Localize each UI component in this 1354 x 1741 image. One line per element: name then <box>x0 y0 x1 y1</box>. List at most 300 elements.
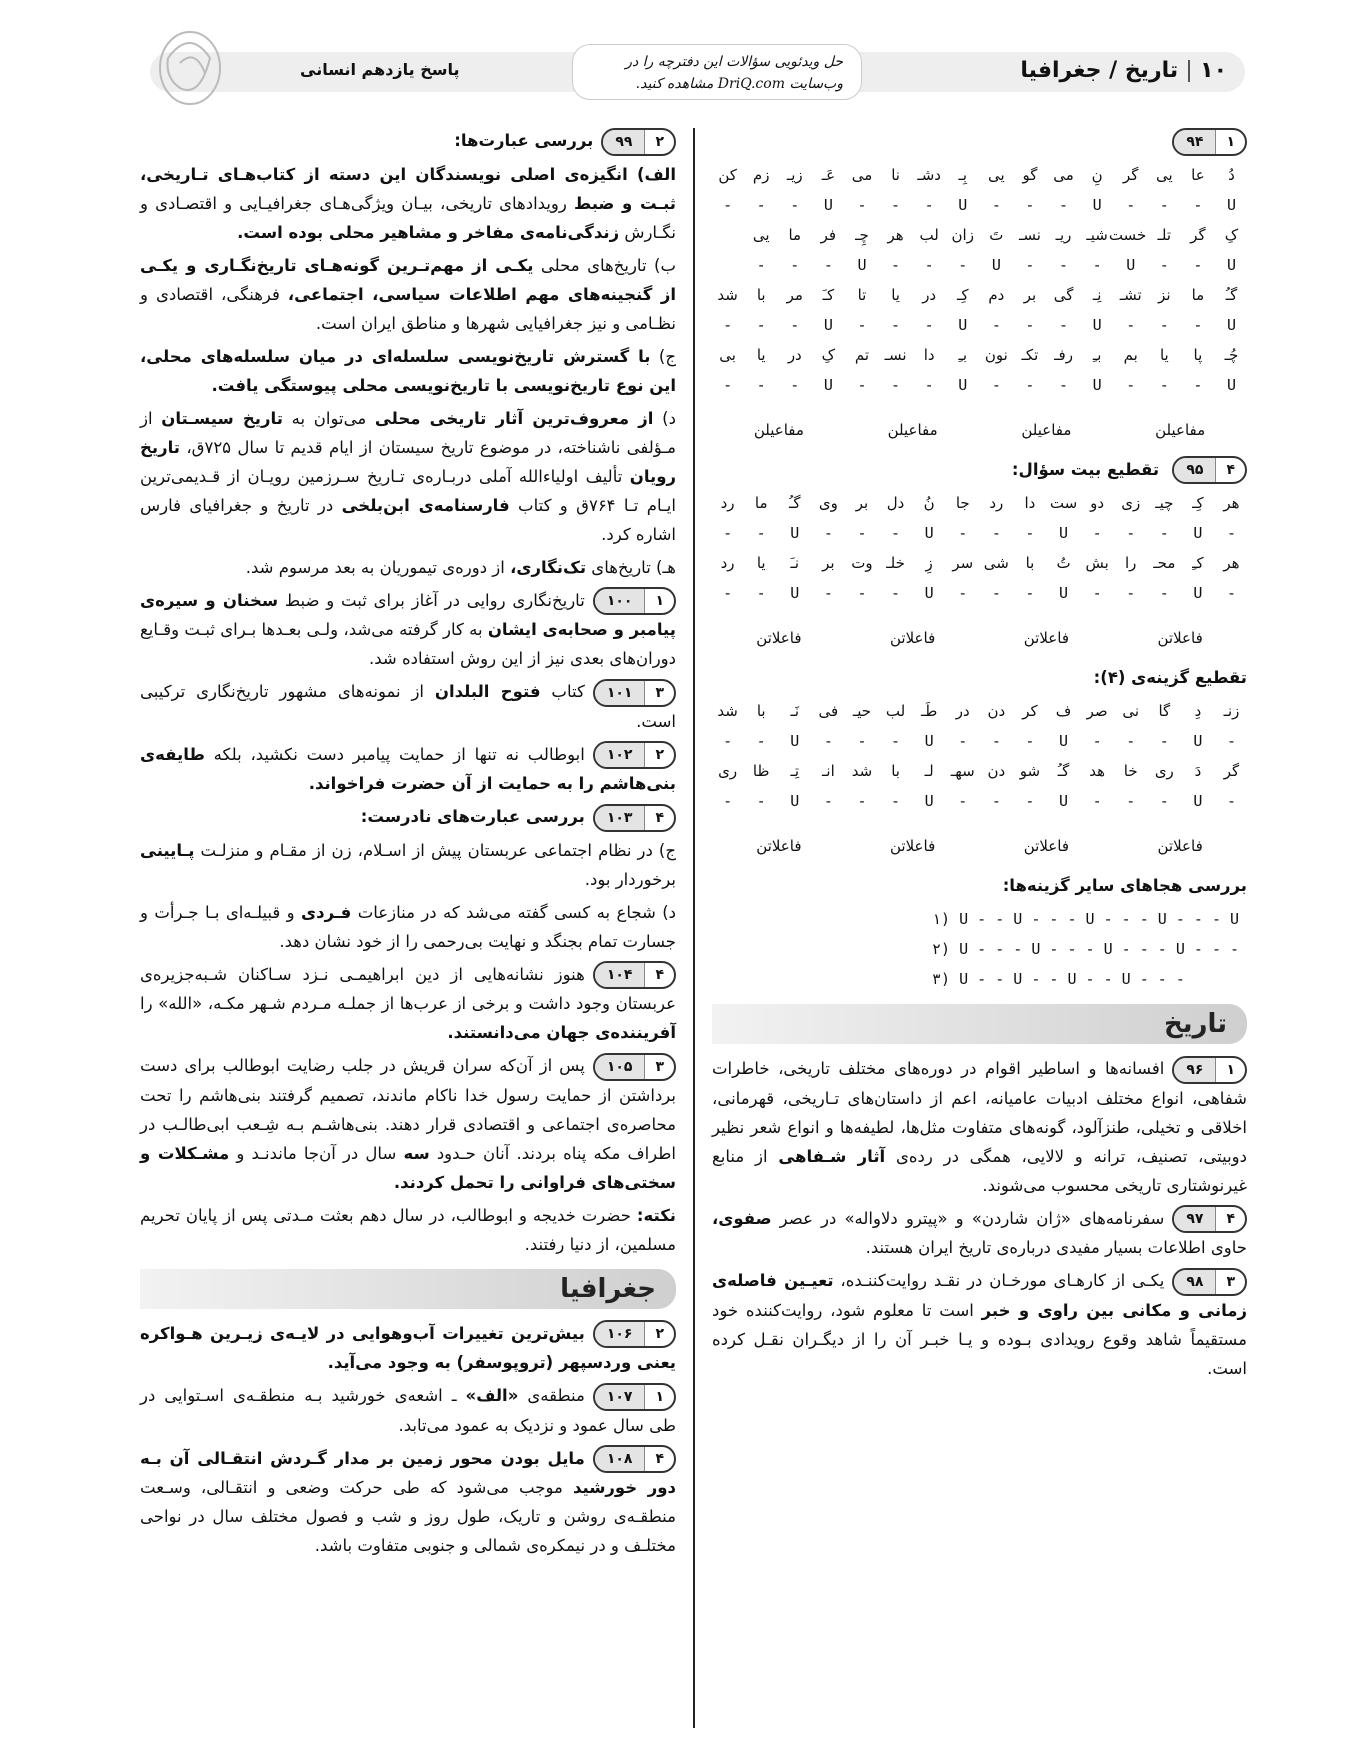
syllable: بِـ <box>958 165 968 184</box>
syllable: گر <box>1123 165 1139 184</box>
syllable: گـُ <box>789 494 801 512</box>
syllable: سهـ <box>950 762 975 780</box>
q101-text: کتاب <box>540 682 585 701</box>
syllable: تم <box>854 345 870 364</box>
meter-mark: - <box>1159 792 1169 810</box>
q100-bold: سخنان و سیره‌ی پیامبر و صحابه‌ی ایشان <box>140 590 676 639</box>
meter-mark: U <box>1193 584 1203 602</box>
q99-item-a <box>140 160 676 247</box>
syllable: می <box>851 165 873 184</box>
q96-badge <box>1172 1056 1247 1084</box>
q103-c-text: ج) در نظام اجتماعی عربستان پیش از اسـلام، زن از مقـام و منزلـت <box>194 840 676 860</box>
meter-mark: U <box>924 524 934 542</box>
syllable: یی <box>1155 165 1173 184</box>
meter-mark: - <box>891 732 901 750</box>
meter-mark: - <box>1025 195 1035 214</box>
q99-d-bold-1: از معروف‌ترین آثار تاریخی محلی <box>374 408 654 428</box>
q94-answer: ۱ <box>1226 133 1235 150</box>
syllable: یی <box>988 165 1005 184</box>
q103-badge <box>593 804 676 832</box>
q99-d-text-3: از مـؤلفی ناشناخته، در موضوع تاریخ سیستان از ایام قدیم تا سال ۷۲۵ق، <box>140 408 676 457</box>
q103-item-d <box>140 898 676 956</box>
syllable-row <box>712 548 1247 578</box>
publisher-logo-icon <box>150 28 230 108</box>
q107-number: ۱۰۷ <box>595 1385 646 1409</box>
meter-mark: - <box>1059 195 1069 214</box>
q99-badge <box>601 128 676 156</box>
meter-mark: U <box>991 255 1001 274</box>
meter-foot-label: مفاعیلن <box>887 420 938 439</box>
q99-number: ۹۹ <box>603 130 645 154</box>
meter-mark: - <box>823 255 833 274</box>
syllable: دن <box>987 702 1006 720</box>
q95-scansion-grid <box>712 488 1247 608</box>
meter-foot-label: فاعلاتن <box>756 629 802 647</box>
q108-badge <box>593 1445 676 1473</box>
q105 <box>140 1051 676 1197</box>
syllable: را <box>1125 554 1137 572</box>
meter-mark-row <box>712 786 1247 816</box>
q94-feet <box>712 406 1247 455</box>
syllable-row <box>712 340 1247 370</box>
meter-mark: - <box>958 792 968 810</box>
q95-number: ۹۵ <box>1174 458 1216 482</box>
meter-mark: U <box>1092 195 1102 214</box>
meter-mark: - <box>857 315 867 334</box>
q94-header <box>712 126 1247 156</box>
q105-number: ۱۰۵ <box>595 1055 646 1079</box>
syllable: ظا <box>752 762 770 780</box>
meter-mark: U <box>1059 732 1069 750</box>
section-geography-heading: جغرافیا <box>140 1269 676 1309</box>
q99-d-label: د) <box>653 408 676 428</box>
meter-mark: - <box>857 792 867 810</box>
meter-mark: U <box>958 375 968 394</box>
meter-mark: - <box>991 732 1001 750</box>
q99-d-text-4: تألیف اولیاءالله آملی دربـاره‌ی تـاریخ سـرزمین رویـان از قـدیمی‌ترین ایـام تـا ۷۶۴ق و کتاب <box>140 466 676 515</box>
meter-mark: - <box>958 255 968 274</box>
syllable: گـُ <box>1057 762 1070 780</box>
meter-mark: - <box>857 195 867 214</box>
meter-mark: U <box>958 195 968 214</box>
q104-bold: آفریننده‌ی جهان می‌دانستند. <box>447 1023 676 1042</box>
syllable: دِ <box>1194 702 1202 720</box>
meter-mark: - <box>1159 375 1169 394</box>
q105-text: پس از آن‌که سران قریش در جلب رضایت ابوطالب برای دست برداشتن از حمایت رسول خدا ناکام ماندند، تصمیم گرفتند بنی‌هاشم را تحت محاصره‌ی اجتماعی و اقتصادی قرار دهند. بنی‌هاشـم بـه شِـعب ابی‌طالـب در اطراف مکه پناه بردند. آنان حـدود <box>140 1056 676 1163</box>
q97-key: صفوی، <box>712 1208 772 1228</box>
syllable: ما <box>754 494 768 512</box>
meter-mark: - <box>1193 255 1203 274</box>
syllable: هر <box>1223 494 1240 512</box>
syllable: عَـ <box>821 165 836 184</box>
syllable: زِ <box>925 554 933 572</box>
syllable: لـ <box>924 762 934 780</box>
meter-foot-label: فاعلاتن <box>1157 629 1203 647</box>
syllable: یا <box>756 345 766 364</box>
q105-bold-2: مشـکلات و سختی‌های فراوانی را تحمل کردند. <box>140 1143 676 1192</box>
syllable: یا <box>891 285 900 304</box>
column-divider <box>693 128 695 1728</box>
syllable: گر <box>1190 225 1206 244</box>
syllable: بش <box>1085 554 1109 572</box>
meter-mark: - <box>958 584 968 602</box>
syllable: نز <box>1158 285 1171 304</box>
syllable: طَـ <box>920 702 938 720</box>
q102-answer: ۲ <box>655 747 664 763</box>
meter-mark: - <box>1025 732 1035 750</box>
syllable: عا <box>1191 165 1205 184</box>
q105-badge <box>593 1053 676 1081</box>
meter-mark: - <box>1159 584 1169 602</box>
q101 <box>140 677 676 736</box>
syllable: گر <box>1223 762 1240 780</box>
syllable: تا <box>857 285 867 304</box>
q105-answer: ۳ <box>655 1058 664 1075</box>
meter-mark-row <box>712 518 1247 548</box>
meter-mark: - <box>1092 732 1102 750</box>
meter-mark: U <box>1126 255 1136 274</box>
q104 <box>140 960 676 1048</box>
syllable <box>712 220 743 250</box>
syllable: نسـ <box>1018 225 1041 244</box>
syllable: ست <box>1049 494 1078 512</box>
note-text: حضرت خدیجه و ابوطالب، در سال دهم بعثت مـدتی پس از پایان تحریم مسلمین، از دنیا رفتند. <box>140 1205 676 1254</box>
meter-mark: U <box>790 584 800 602</box>
syllable-row <box>712 280 1247 310</box>
syllable: بـِ <box>958 345 968 364</box>
meter-mark: U <box>958 315 968 334</box>
syllable: چِـ <box>855 225 869 244</box>
q104-text: هنوز نشانه‌هایی از دین ابراهیمـی نـزد سـاکنان شـبه‌جزیره‌ی عربستان وجود داشت و برخی از عرب‌ها از جملـه مـردم شـهر مکـه، «الله» را <box>140 964 676 1013</box>
q103-c-text-2: برخوردار بود. <box>584 869 676 889</box>
syllable: بر <box>1023 285 1037 304</box>
syllable: تکـ <box>1021 345 1039 364</box>
meter-mark: - <box>1159 524 1169 542</box>
meter-mark: - <box>1226 524 1237 542</box>
syllable: بم <box>1123 345 1138 364</box>
syllable: هر <box>887 225 904 244</box>
syllable: زیـ <box>786 165 803 184</box>
meter-mark: U <box>924 732 934 750</box>
q95-badge <box>1172 456 1247 484</box>
meter-foot-label: فاعلاتن <box>890 837 936 855</box>
q103-d-text-2: و قبیلـه‌ای بـا جـرأت و جسارت تمام بجنگد و نهایت بی‌رحمی را از خود نشان دهد. <box>140 902 676 951</box>
syllable: صر <box>1086 702 1108 720</box>
q98-text: یکـی از کارهـای مورخـان در نقـد روایت‌کننـده، <box>833 1271 1165 1290</box>
q94-scansion-grid <box>712 160 1247 400</box>
q108-text: موجب می‌شود که طی حرکت وضعی و انتقـالی، وسـعت منطقـه‌ی روشن و تاریک، طول روز و شب و فصول مختلف سال در نواحی مختلـف و در نیمکره‌ی شمالی و جنوبی متفاوت باشد. <box>140 1478 676 1555</box>
syllable: کر <box>1022 702 1038 720</box>
syllable: می <box>1053 165 1074 184</box>
meter-foot-label: مفاعیلن <box>1155 420 1206 439</box>
syllable: تِـ <box>790 762 800 780</box>
meter-mark: - <box>1025 375 1035 394</box>
other-options-title: بررسی هجاهای سایر گزینه‌ها: <box>1002 876 1247 895</box>
meter-mark: - <box>823 584 833 602</box>
q100-text: تاریخ‌نگاری روایی در آغاز برای ثبت و ضبط <box>278 590 585 610</box>
q96-answer: ۱ <box>1226 1061 1235 1078</box>
meter-mark: - <box>1025 524 1035 542</box>
meter-mark: - <box>1126 195 1136 214</box>
syllable: هر <box>1223 554 1240 572</box>
meter-mark: - <box>723 732 733 750</box>
syllable: بـِ <box>1092 345 1102 364</box>
q103-d-text: د) شجاع به کسی گفته می‌شد که در منازعات <box>351 902 676 922</box>
syllable: حیـ <box>852 702 872 720</box>
meter-mark: U <box>1193 524 1203 542</box>
q99-answer: ۲ <box>655 133 664 150</box>
syllable: رد <box>720 554 735 572</box>
q96-key: آثار شـفاهی <box>778 1146 886 1166</box>
syllable: کِـ <box>1192 494 1204 512</box>
syllable: وت <box>851 554 873 572</box>
q97-answer: ۴ <box>1226 1211 1235 1227</box>
syllable: نِـ <box>1092 285 1102 304</box>
q99-item-c <box>140 342 676 400</box>
syllable: یا <box>1159 345 1169 364</box>
syllable: رد <box>989 494 1004 512</box>
meter-mark: U <box>823 195 833 214</box>
meter-mark: U <box>924 584 934 602</box>
page-title <box>1020 58 1227 83</box>
q100-number: ۱۰۰ <box>595 589 646 613</box>
q95-title: تقطیع بیت سؤال: <box>1011 459 1160 479</box>
syllable: دُ <box>1228 165 1235 184</box>
meter-mark: - <box>891 315 901 334</box>
q98-number: ۹۸ <box>1174 1270 1216 1294</box>
q99-item-h <box>140 553 676 582</box>
meter-mark: - <box>991 375 1001 394</box>
syllable: دشـ <box>917 165 941 184</box>
q99-c-bold: با گسترش تاریخ‌نویسی سلسله‌ای در میان سلسله‌های محلی، این نوع تاریخ‌نویسی با تاریخ‌نویسی محلی پیوستگی یافت. <box>140 346 676 395</box>
q95-header <box>712 455 1247 485</box>
syllable: با <box>756 702 766 720</box>
q95-feet <box>712 614 1247 663</box>
meter-mark: - <box>891 375 901 394</box>
q99-a-bold: الف) انگیزه‌ی اصلی نویسندگان این دسته از کتاب‌هـای تـاریخی، ثبـت و ضبط <box>140 164 676 213</box>
meter-mark: - <box>1059 255 1069 274</box>
meter-mark: - <box>790 315 800 334</box>
meter-mark: - <box>823 524 833 542</box>
syllable: خست <box>1108 225 1147 244</box>
meter-mark: - <box>857 584 867 602</box>
syllable: لب <box>919 225 939 244</box>
meter-mark: - <box>891 584 901 602</box>
syllable: گی <box>1053 285 1074 304</box>
meter-mark: U <box>823 315 833 334</box>
q99-item-b <box>140 251 676 338</box>
syllable: گو <box>1022 165 1038 184</box>
syllable: تُ <box>1056 554 1071 572</box>
q108 <box>140 1444 676 1561</box>
meter-mark: - <box>723 584 733 602</box>
syllable: ف <box>1055 702 1072 720</box>
q99-h-text-2: از دوره‌ی تیموریان به بعد مرسوم شد. <box>245 557 511 577</box>
syllable: خلـ <box>886 554 905 572</box>
meter-mark: U <box>1092 375 1102 394</box>
q103-item-c <box>140 836 676 894</box>
syllable: رفـ <box>1054 345 1073 364</box>
syllable: چیـ <box>1155 494 1174 512</box>
q102-bold: طایفه‌ی بنی‌هاشم را به حمایت از آن حضرت فراخواند. <box>140 744 676 793</box>
page-number: ۱۰ <box>1200 58 1227 83</box>
meter-mark: - <box>790 375 800 394</box>
meter-mark: - <box>991 584 1001 602</box>
syllable-row <box>712 160 1247 190</box>
meter-mark: - <box>991 792 1001 810</box>
q106 <box>140 1319 676 1378</box>
meter-mark: - <box>756 375 766 394</box>
q96-text-end: از منابع غیرنوشتاری تاریخی محسوب می‌شوند. <box>712 1146 1247 1195</box>
meter-mark: - <box>924 195 934 214</box>
meter-mark: U <box>823 375 833 394</box>
option-pattern: ۲) U - - - U - - - U - - - U - - - <box>932 940 1240 958</box>
q99-c-label: ج) <box>650 346 676 366</box>
header-separator <box>1188 60 1190 82</box>
meter-mark: - <box>891 255 901 274</box>
meter-mark: U <box>857 255 867 274</box>
meter-mark: - <box>723 315 733 334</box>
q97-number: ۹۷ <box>1174 1207 1216 1231</box>
meter-mark: - <box>756 584 766 602</box>
syllable: دن <box>987 762 1006 780</box>
syllable: ما <box>1191 285 1205 304</box>
notice-line-1: حل ویدئویی سؤالات این دفترچه را در <box>625 54 843 70</box>
meter-mark: - <box>924 315 934 334</box>
syllable: شو <box>1019 762 1041 780</box>
syllable: خا <box>1123 762 1138 780</box>
q104-number: ۱۰۴ <box>595 963 646 987</box>
q97-text-end: حاوی اطلاعات بسیار مفیدی درباره‌ی تاریخ ایران هستند. <box>865 1238 1247 1257</box>
meter-mark: U <box>1092 315 1102 334</box>
left-column <box>140 126 676 1564</box>
q103-c-bold: پـایینی <box>140 840 195 860</box>
syllable: یی <box>752 225 770 244</box>
note-label: نکته: <box>636 1205 676 1225</box>
syllable: با <box>891 762 900 780</box>
meter-mark-row <box>712 370 1247 400</box>
syllable: کن <box>718 165 737 184</box>
meter-mark: U <box>1059 584 1069 602</box>
q94-badge <box>1172 128 1247 156</box>
q96-number: ۹۶ <box>1174 1058 1216 1082</box>
option4-scansion-grid <box>712 696 1247 816</box>
q101-number: ۱۰۱ <box>595 681 646 705</box>
q99-d-bold-2: تاریخ سیسـتان <box>161 408 283 428</box>
q103-answer: ۴ <box>655 809 664 826</box>
meter-mark: - <box>1025 584 1035 602</box>
meter-mark: U <box>1226 255 1237 274</box>
syllable: وی <box>818 494 838 512</box>
syllable: دم <box>988 285 1005 304</box>
syllable: نِ <box>1091 165 1103 184</box>
q103-d-bold: فـردی <box>301 902 352 922</box>
q101-bold: فتوح البلدان <box>434 682 541 701</box>
q107-answer: ۱ <box>655 1388 664 1405</box>
meter-mark: - <box>1025 315 1035 334</box>
syllable: مر <box>786 285 803 304</box>
q99-a-bold-2: زندگی‌نامه‌ی مفاخر و مشاهیر محلی بوده است. <box>237 222 620 242</box>
q99-title: بررسی عبارت‌ها: <box>454 131 594 150</box>
meter-mark: - <box>1092 255 1102 274</box>
q101-badge <box>593 679 676 707</box>
syllable: چُـ <box>1224 345 1239 364</box>
meter-mark: - <box>1025 255 1035 274</box>
q97-text: سفرنامه‌های «ژان شاردن» و «پیترو دلاواله» در عصر <box>771 1208 1165 1228</box>
meter-mark: - <box>1193 375 1203 394</box>
meter-foot-label: فاعلاتن <box>1023 837 1069 855</box>
syllable-row <box>712 488 1247 518</box>
syllable: رد <box>720 494 735 512</box>
meter-mark: - <box>924 375 934 394</box>
page-header <box>150 48 1245 98</box>
syllable: نی <box>1122 702 1140 720</box>
syllable: تَ <box>989 225 1004 244</box>
q108-bold: مایل بودن محور زمین بر مدار گـردش انتقـالی آن بـه دور خورشید <box>140 1448 676 1497</box>
q103-header <box>140 802 676 832</box>
meter-mark: - <box>723 375 733 394</box>
syllable: هد <box>1089 762 1106 780</box>
option-pattern: ۳) U - - U - - U - - U - - - <box>932 970 1185 988</box>
option4-title: تقطیع گزینه‌ی (۴): <box>1093 668 1247 687</box>
q108-number: ۱۰۸ <box>595 1447 646 1471</box>
syllable: نـَ <box>790 554 800 572</box>
q99-b-text-2: فرهنگی، اقتصادی و نظـامی و نیز جغرافیایی شهرها و مناطق ایران است. <box>140 284 676 333</box>
meter-foot-label: فاعلاتن <box>1023 629 1069 647</box>
meter-mark: - <box>891 524 901 542</box>
q99-b-bold: یکـی از مهم‌تـرین گونه‌هـای تاریخ‌نگـاری و یکـی از گنجینه‌های مهم اطلاعات سیاسی، اجتماعی، <box>140 255 676 304</box>
meter-foot-label: فاعلاتن <box>1157 837 1203 855</box>
meter-mark: - <box>756 195 766 214</box>
meter-mark: U <box>1226 195 1237 214</box>
meter-mark: - <box>1025 792 1035 810</box>
meter-mark: U <box>1059 792 1069 810</box>
meter-mark: - <box>756 524 766 542</box>
q99-d-bold-4: فارسنامه‌ی ابن‌بلخی <box>341 495 510 515</box>
subject-title: تاریخ / جغرافیا <box>1020 58 1179 83</box>
meter-mark-row <box>712 578 1247 608</box>
meter-mark: - <box>756 255 766 274</box>
syllable: کـِ <box>1192 554 1204 572</box>
video-solution-notice[interactable] <box>572 44 862 100</box>
q95-answer: ۴ <box>1226 462 1235 478</box>
meter-mark: - <box>1159 195 1169 214</box>
syllable: ما <box>788 225 802 244</box>
q102-text: ابوطالب نه تنها از حمایت پیامبر دست نکشید، بلکه <box>204 744 585 764</box>
syllable: در <box>922 285 937 304</box>
meter-mark: - <box>756 732 766 750</box>
syllable: تلـ <box>1157 225 1172 244</box>
right-column <box>712 126 1247 1387</box>
syllable: دا <box>1024 494 1036 512</box>
syllable: در <box>787 345 802 364</box>
q102-badge <box>593 741 676 769</box>
booklet-subtitle: پاسخ یازدهم انسانی <box>300 60 460 79</box>
meter-mark: - <box>857 375 867 394</box>
meter-mark: - <box>1226 792 1237 810</box>
q105-text-2: سال در آن‌جا ماندنـد و <box>229 1143 404 1163</box>
q99-a-text: رویدادهای تاریخی، بیـان ویژگی‌هـای جغرافیـایی و اقتصـادی و نگـارش <box>140 193 676 242</box>
meter-mark: - <box>891 195 901 214</box>
q107 <box>140 1381 676 1440</box>
q107-text: منطقه‌ی <box>518 1386 585 1405</box>
meter-mark: - <box>857 732 867 750</box>
syllable: نُ <box>923 494 935 512</box>
q98 <box>712 1266 1247 1383</box>
q107-badge <box>593 1383 676 1411</box>
meter-mark: - <box>723 195 733 214</box>
syllable: کِـ <box>956 285 969 304</box>
